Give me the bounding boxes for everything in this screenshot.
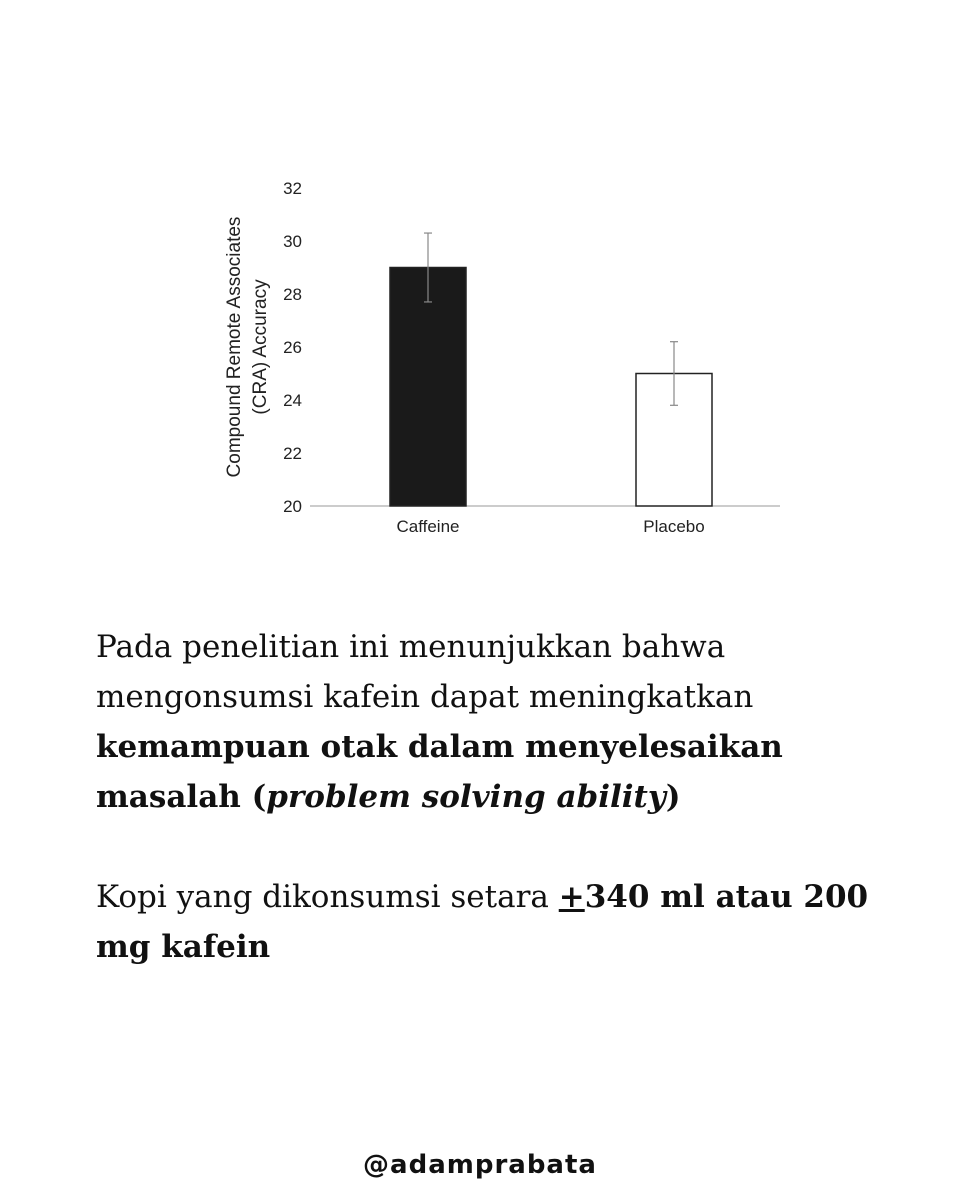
x-tick-label: Caffeine xyxy=(396,517,460,536)
p2-plusminus: + xyxy=(558,879,585,915)
paragraph-gap xyxy=(96,822,886,872)
y-tick-label: 20 xyxy=(283,497,302,516)
chart-container xyxy=(210,160,790,560)
p1-bold: kemampuan otak dalam menyelesaikan masalah ( xyxy=(96,729,783,815)
p2-normal: Kopi yang dikonsumsi setara xyxy=(96,879,559,915)
author-handle: @adamprabata xyxy=(363,1150,597,1180)
bar-chart xyxy=(210,160,790,560)
p2-bold: 340 ml atau 200 mg kafein xyxy=(96,879,869,965)
description-text xyxy=(96,622,886,972)
paragraph-2 xyxy=(96,872,886,972)
p1-normal: Pada penelitian ini menunjukkan bahwa mengonsumsi kafein dapat meningkatkan xyxy=(96,629,754,715)
y-tick-label: 30 xyxy=(283,232,302,251)
y-tick-label: 22 xyxy=(283,444,302,463)
y-axis-label-line-2: (CRA) Accuracy xyxy=(250,279,271,415)
y-tick-label: 32 xyxy=(283,179,302,198)
p1-italic: problem solving ability xyxy=(266,779,666,815)
bar xyxy=(390,268,466,507)
y-tick-label: 28 xyxy=(283,285,302,304)
x-tick-label: Placebo xyxy=(643,517,705,536)
y-axis-label-line-1: Compound Remote Associates xyxy=(224,216,245,478)
y-tick-label: 24 xyxy=(283,391,302,410)
y-tick-label: 26 xyxy=(283,338,302,357)
p1-close: ) xyxy=(665,779,681,815)
paragraph-1 xyxy=(96,622,886,822)
